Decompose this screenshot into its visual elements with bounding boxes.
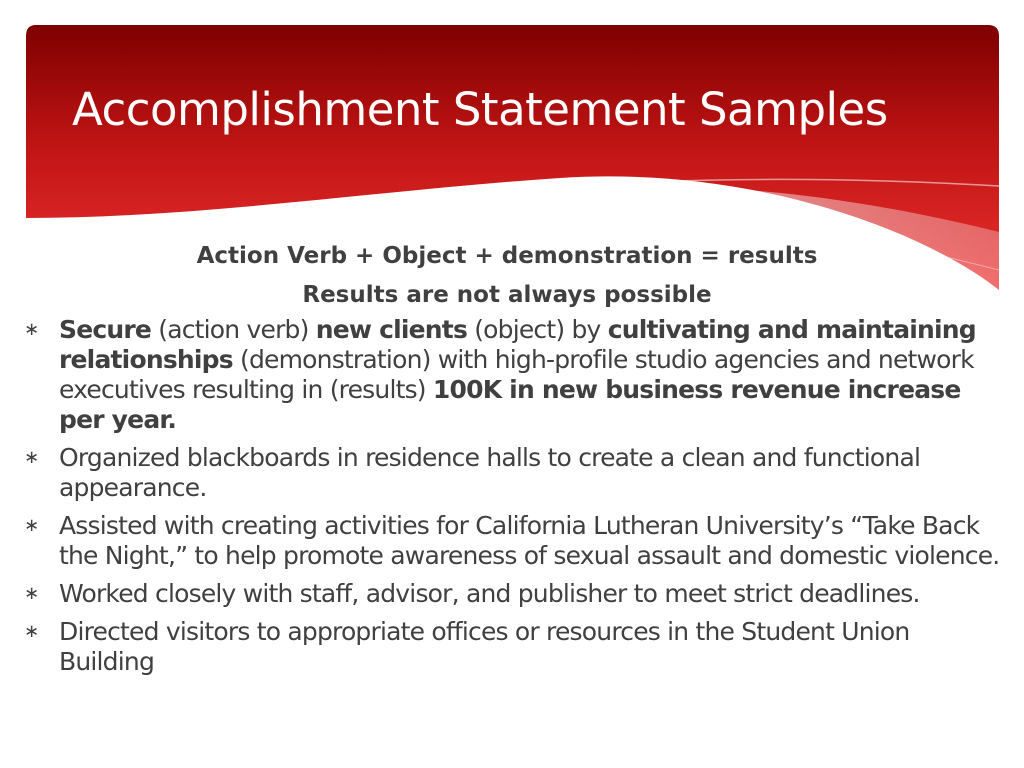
example-result: 100K in new business revenue increase per year. [59,375,961,434]
example-verb: Secure [59,315,152,344]
asterisk-bullet-icon: ∗ [24,447,39,468]
list-item-text: Assisted with creating activities for California Lutheran University’s “Take Back the Night,” to help promote awareness of sexual assault and domestic violence. [59,511,1000,570]
asterisk-bullet-icon: ∗ [24,621,39,642]
formula-line: Action Verb + Object + demonstration = results [196,243,818,269]
list-item [0,579,1000,609]
list-item [0,315,1000,435]
asterisk-bullet-icon: ∗ [24,515,39,536]
slide-title: Accomplishment Statement Samples [72,83,888,136]
list-item-text: Organized blackboards in residence halls to create a clean and functional appearance. [59,443,921,502]
example-demonstration-tag: (demonstration) with high-profile studio agencies and network executives resulting in (results) [59,345,974,404]
results-note: Results are not always possible [302,282,712,308]
example-object: new clients [315,315,468,344]
accomplishment-list [0,315,1000,685]
asterisk-bullet-icon: ∗ [24,319,39,340]
asterisk-bullet-icon: ∗ [24,583,39,604]
list-item [0,511,1000,571]
example-verb-tag: (action verb) [158,315,309,344]
list-item [0,617,1000,677]
list-item [0,443,1000,503]
list-item-text: Directed visitors to appropriate offices or resources in the Student Union Building [59,617,910,676]
example-demonstration: cultivating and maintaining relationships [59,315,976,374]
example-object-tag: (object) by [474,315,601,344]
list-item-text: Worked closely with staff, advisor, and publisher to meet strict deadlines. [59,579,920,608]
